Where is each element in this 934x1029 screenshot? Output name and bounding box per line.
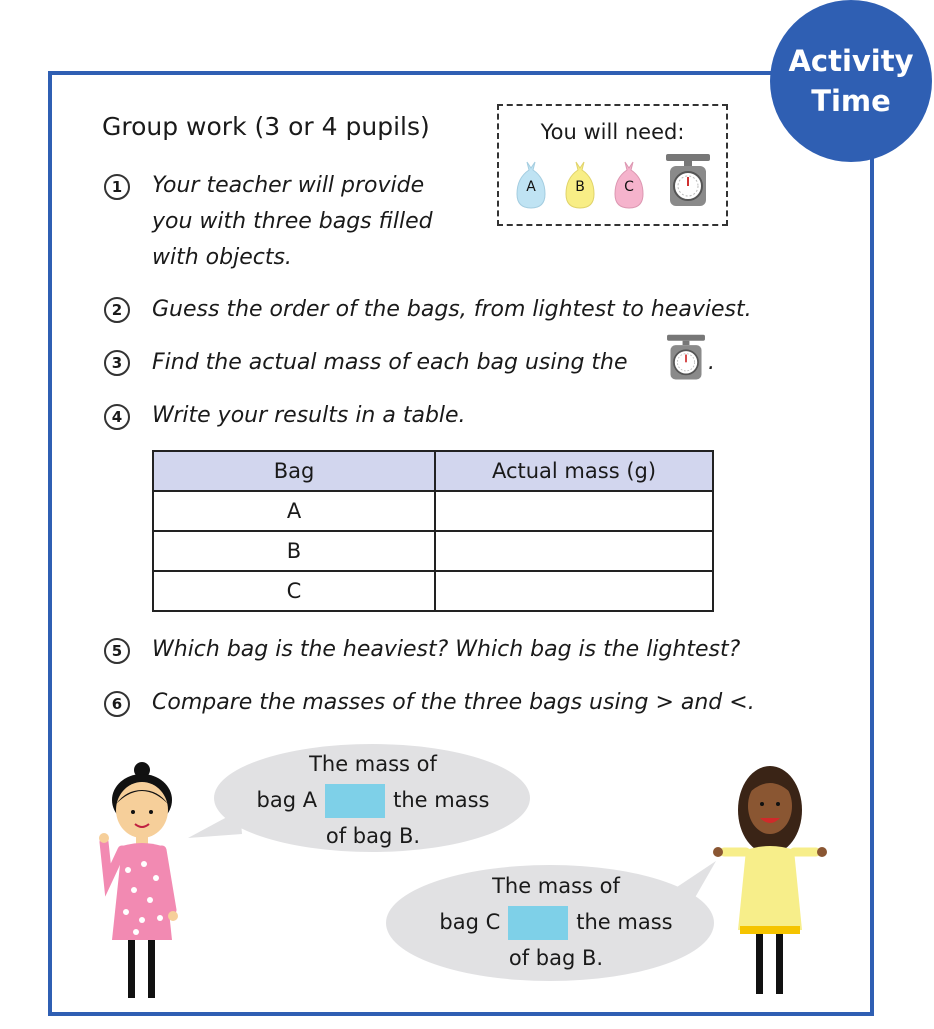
- bag-b-icon: [563, 160, 597, 214]
- results-table: [152, 450, 714, 612]
- bubble-1-line-3: of bag B.: [325, 824, 421, 848]
- bag-a-letter: A: [526, 179, 536, 195]
- step-6-text: Compare the masses of the three bags using > and <.: [152, 690, 755, 715]
- table-row: [153, 571, 713, 611]
- bubble-1-line-2: [215, 782, 531, 818]
- bubble-1-post: the mass: [393, 788, 490, 812]
- cell-mass[interactable]: [435, 531, 713, 571]
- bubble-2-pre: bag C: [439, 910, 501, 934]
- step-1-number: 1: [104, 174, 130, 200]
- speech-bubble-1: [215, 746, 531, 854]
- cell-bag: C: [153, 571, 435, 611]
- bag-b-letter: B: [575, 179, 585, 195]
- step-2-text: Guess the order of the bags, from lightest to heaviest.: [152, 297, 752, 322]
- bubble-2-line-2: [393, 904, 719, 940]
- girl-left-illustration: [98, 760, 188, 1005]
- step-6-number: 6: [104, 691, 130, 717]
- badge-line-2: Time: [811, 84, 891, 118]
- speech-bubble-2: [393, 868, 719, 976]
- step-4-text: Write your results in a table.: [152, 403, 466, 428]
- header-bag: Bag: [153, 451, 435, 491]
- bubble-1-pre: bag A: [256, 788, 318, 812]
- step-1-line-1: Your teacher will provide: [152, 173, 425, 198]
- cell-bag: A: [153, 491, 435, 531]
- bubble-2-line-3: of bag B.: [508, 946, 604, 970]
- girl-right-illustration: [710, 760, 830, 1000]
- page-title: Group work (3 or 4 pupils): [102, 112, 430, 141]
- table-header-row: [153, 451, 713, 491]
- table-row: [153, 491, 713, 531]
- step-1-line-3: with objects.: [152, 245, 292, 270]
- step-1-text: [152, 168, 433, 276]
- comparison-blank-1[interactable]: [325, 784, 385, 818]
- step-3-label: Find the actual mass of each bag using the: [152, 350, 628, 375]
- cell-mass[interactable]: [435, 491, 713, 531]
- weighing-scale-inline-icon: [664, 333, 708, 387]
- cell-bag: B: [153, 531, 435, 571]
- bag-c-letter: C: [624, 179, 634, 195]
- weighing-scale-icon: [664, 152, 712, 214]
- step-3-text: [152, 345, 628, 381]
- comparison-blank-2[interactable]: [508, 906, 568, 940]
- bubble-2-post: the mass: [576, 910, 673, 934]
- step-3-number: 3: [104, 350, 130, 376]
- bag-a-icon: [514, 160, 548, 214]
- table-row: [153, 531, 713, 571]
- step-5-number: 5: [104, 638, 130, 664]
- step-4-number: 4: [104, 404, 130, 430]
- step-3-period: .: [708, 350, 715, 375]
- materials-title: You will need:: [540, 120, 685, 144]
- step-5-text: Which bag is the heaviest? Which bag is the lightest?: [152, 637, 741, 662]
- badge-line-1: Activity: [788, 44, 914, 78]
- bag-c-icon: [612, 160, 646, 214]
- bubble-1-line-1: The mass of: [309, 752, 437, 776]
- header-actual-mass: Actual mass (g): [435, 451, 713, 491]
- cell-mass[interactable]: [435, 571, 713, 611]
- bubble-2-line-1: The mass of: [492, 874, 620, 898]
- step-2-number: 2: [104, 297, 130, 323]
- step-1-line-2: you with three bags filled: [152, 209, 433, 234]
- activity-time-badge: [770, 0, 932, 162]
